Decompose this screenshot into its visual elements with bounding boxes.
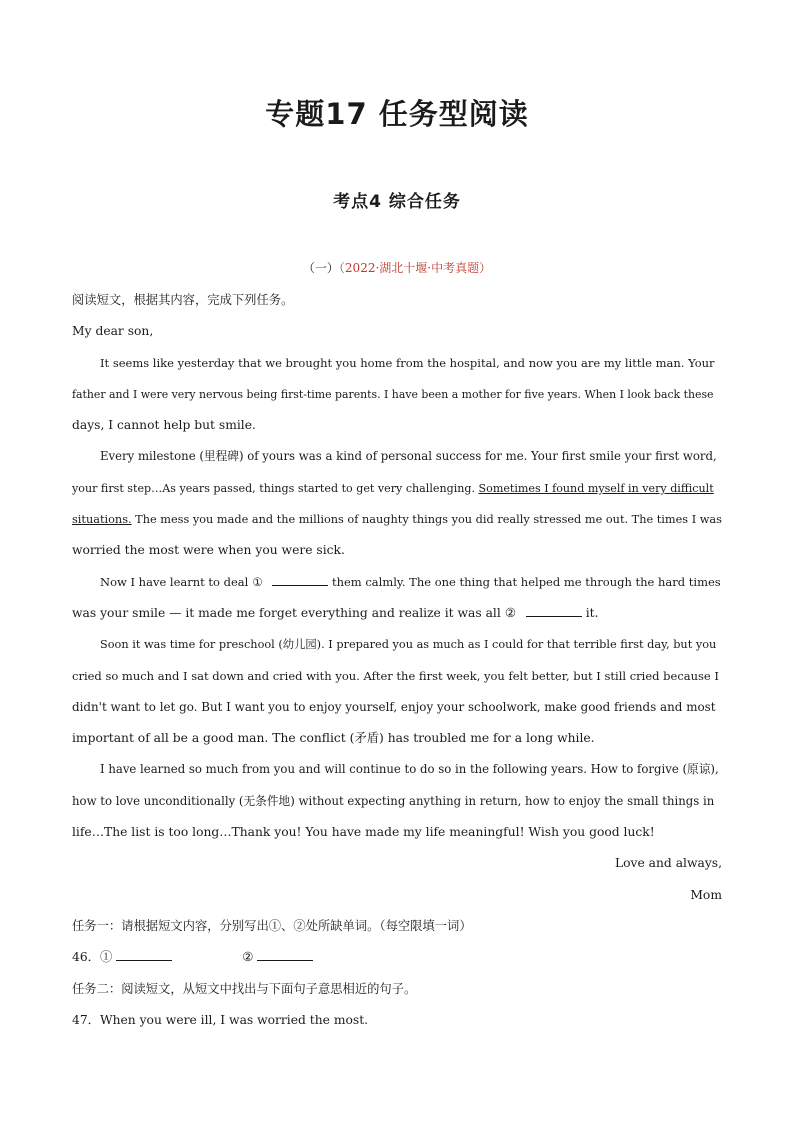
letter-signature: Mom bbox=[690, 887, 722, 902]
paragraph-line: how to love unconditionally (无条件地) without expecting anything in return, how to enjoy the small things in bbox=[72, 793, 715, 808]
page-title: 专题17 任务型阅读 bbox=[265, 97, 529, 131]
paragraph-line: father and I were very nervous being first-time parents. I have been a mother for five years. When I look back these bbox=[72, 387, 714, 401]
text-segment: them calmly. The one thing that helped me through the hard times bbox=[331, 574, 721, 589]
paragraph-line: cried so much and I sat down and cried with you. After the first week, you felt better, but I still cried because I bbox=[72, 668, 719, 683]
answer-marker-1: ① bbox=[99, 950, 113, 965]
text-segment: was your smile — it made me forget everything and realize it was all bbox=[72, 605, 501, 620]
task-2-label: 任务二：阅读短文，从短文中找出与下面句子意思相近的句子。 bbox=[72, 981, 417, 996]
question-47: 47．When you were ill, I was worried the most. bbox=[72, 1012, 369, 1027]
source-text: （2022·湖北十堰·中考真题） bbox=[338, 261, 492, 275]
paragraph-line: I have learned so much from you and will continue to do so in the following years. How to forgive (原谅), bbox=[100, 762, 719, 777]
question-source bbox=[0, 259, 794, 276]
paragraph-line bbox=[72, 567, 722, 598]
text-segment: your first step…As years passed, things started to get very challenging. bbox=[72, 481, 479, 495]
answer-blank-1[interactable] bbox=[116, 946, 172, 961]
answer-blank-2[interactable] bbox=[257, 946, 313, 961]
paragraph-line: Soon it was time for preschool (幼儿园). I prepared you as much as I could for that terrible first day, but you bbox=[100, 638, 717, 652]
letter-greeting: My dear son, bbox=[72, 324, 154, 339]
blank-marker-1: ① bbox=[252, 574, 263, 589]
paragraph-line bbox=[72, 504, 722, 535]
source-prefix: （一） bbox=[302, 261, 339, 275]
paragraph-line: Every milestone (里程碑) of yours was a kind of personal success for me. Your first smile your first word, bbox=[100, 449, 717, 464]
paragraph-line bbox=[72, 473, 722, 504]
instruction: 阅读短文，根据其内容，完成下列任务。 bbox=[72, 293, 294, 307]
blank-2 bbox=[526, 602, 582, 617]
text-segment: it. bbox=[585, 605, 599, 620]
text-segment: Now I have learnt to deal bbox=[100, 574, 249, 589]
reading-passage bbox=[72, 285, 722, 1036]
paragraph-line: important of all be a good man. The conflict (矛盾) has troubled me for a long while. bbox=[72, 731, 595, 746]
answer-marker-2: ② bbox=[242, 950, 254, 965]
blank-1 bbox=[272, 571, 328, 586]
paragraph-line bbox=[72, 598, 722, 629]
text-segment: The mess you made and the millions of naughty things you did really stressed me out. The times I was bbox=[131, 513, 722, 527]
letter-closing: Love and always, bbox=[614, 856, 722, 871]
blank-marker-2: ② bbox=[504, 605, 516, 620]
paragraph-line: worried the most were when you were sick. bbox=[72, 543, 345, 558]
underlined-sentence: Sometimes I found myself in very difficult bbox=[478, 481, 714, 495]
underlined-sentence: situations. bbox=[72, 513, 132, 527]
task-1-label: 任务一：请根据短文内容，分别写出①、②处所缺单词。（每空限填一词） bbox=[72, 918, 472, 933]
section-subtitle: 考点4 综合任务 bbox=[333, 192, 461, 212]
paragraph-line: didn't want to let go. But I want you to enjoy yourself, enjoy your schoolwork, make good friends and most bbox=[72, 699, 716, 714]
paragraph-line: life…The list is too long…Thank you! You have made my life meaningful! Wish you good luck! bbox=[72, 825, 655, 840]
question-46 bbox=[72, 942, 722, 973]
paragraph-line: It seems like yesterday that we brought you home from the hospital, and now you are my little man. Your bbox=[100, 355, 715, 370]
paragraph-line: days, I cannot help but smile. bbox=[72, 418, 256, 433]
question-number: 46． bbox=[72, 950, 100, 965]
